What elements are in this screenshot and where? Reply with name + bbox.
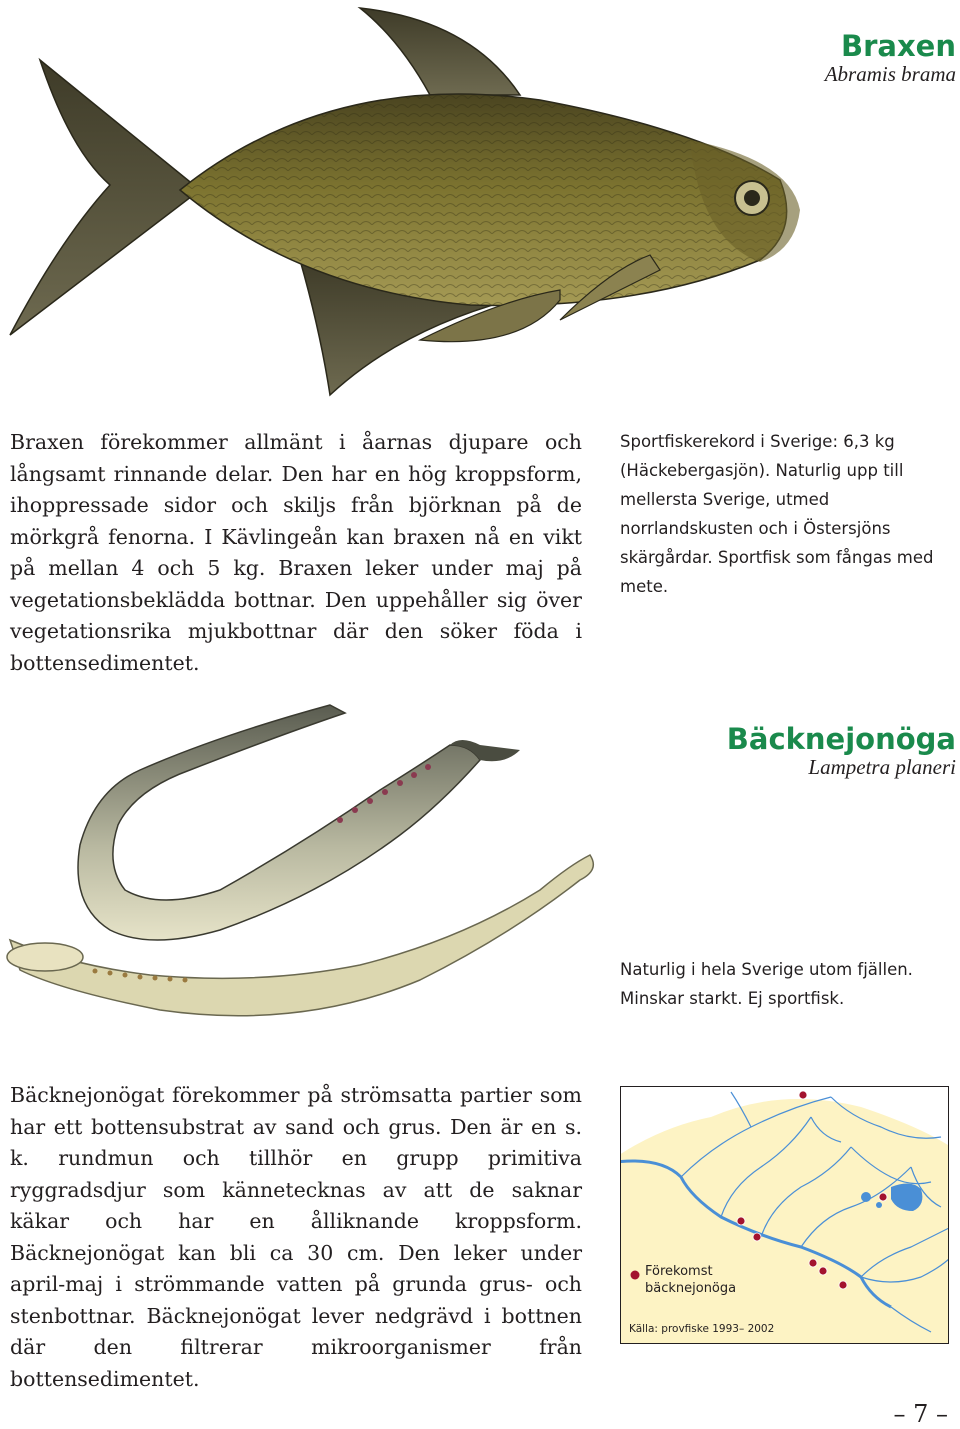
backnejonoga-facts: Naturlig i hela Sverige utom fjällen. Minskar starkt. Ej sportfisk. <box>620 960 913 1008</box>
braxen-facts: Sportfiskerekord i Sverige: 6,3 kg (Häckebergasjön). Naturlig upp till mellersta Sverige, utmed norrlandskusten och i Östersjöns skärgårdar. Sportfisk som fångas med mete. <box>620 432 934 596</box>
map-source: Källa: provfiske 1993– 2002 <box>629 1323 775 1335</box>
page-number: – 7 – <box>893 1400 948 1428</box>
braxen-title: Braxen <box>841 29 956 63</box>
legend-line-2: bäcknejonöga <box>645 1281 737 1296</box>
legend-marker-icon <box>629 1269 641 1281</box>
legend-line-1: Förekomst <box>645 1264 713 1279</box>
backnejonoga-latin-name: Lampetra planeri <box>808 755 956 779</box>
map-graphic <box>621 1087 948 1343</box>
distribution-map <box>620 1086 949 1344</box>
legend-label <box>645 1263 805 1297</box>
backnejonoga-title: Bäcknejonöga <box>726 722 956 756</box>
backnejonoga-description: Bäcknejonögat förekommer på strömsatta partier som har ett bottensubstrat av sand och grus. Den är en s. k. rundmun och tillhör en grupp primitiva ryggradsdjur som kännetecknas av att de saknar käkar och har en ålliknande kroppsform. Bäcknejonögat kan bli ca 30 cm. Den leker under april-maj i strömmande vatten på grunda grus- och stenbottnar. Bäcknejonögat lever nedgrävd i bottnen där den filtrerar mikroorganismer från bottensedimentet. <box>10 1083 582 1391</box>
lamprey-illustration <box>0 695 620 1065</box>
braxen-latin-name: Abramis brama <box>824 62 956 86</box>
braxen-description: Braxen förekommer allmänt i åarnas djupare och långsamt rinnande delar. Den har en hög kroppsform, ihoppressade sidor och skiljs från björknan på de mörkgrå fenorna. I Kävlingeån kan braxen nå en vikt på mellan 4 och 5 kg. Braxen leker under maj på vegetationsbeklädda bottnar. Den uppehåller sig över vegetationsrika mjukbottnar där den söker föda i bottensedimentet. <box>10 430 582 675</box>
